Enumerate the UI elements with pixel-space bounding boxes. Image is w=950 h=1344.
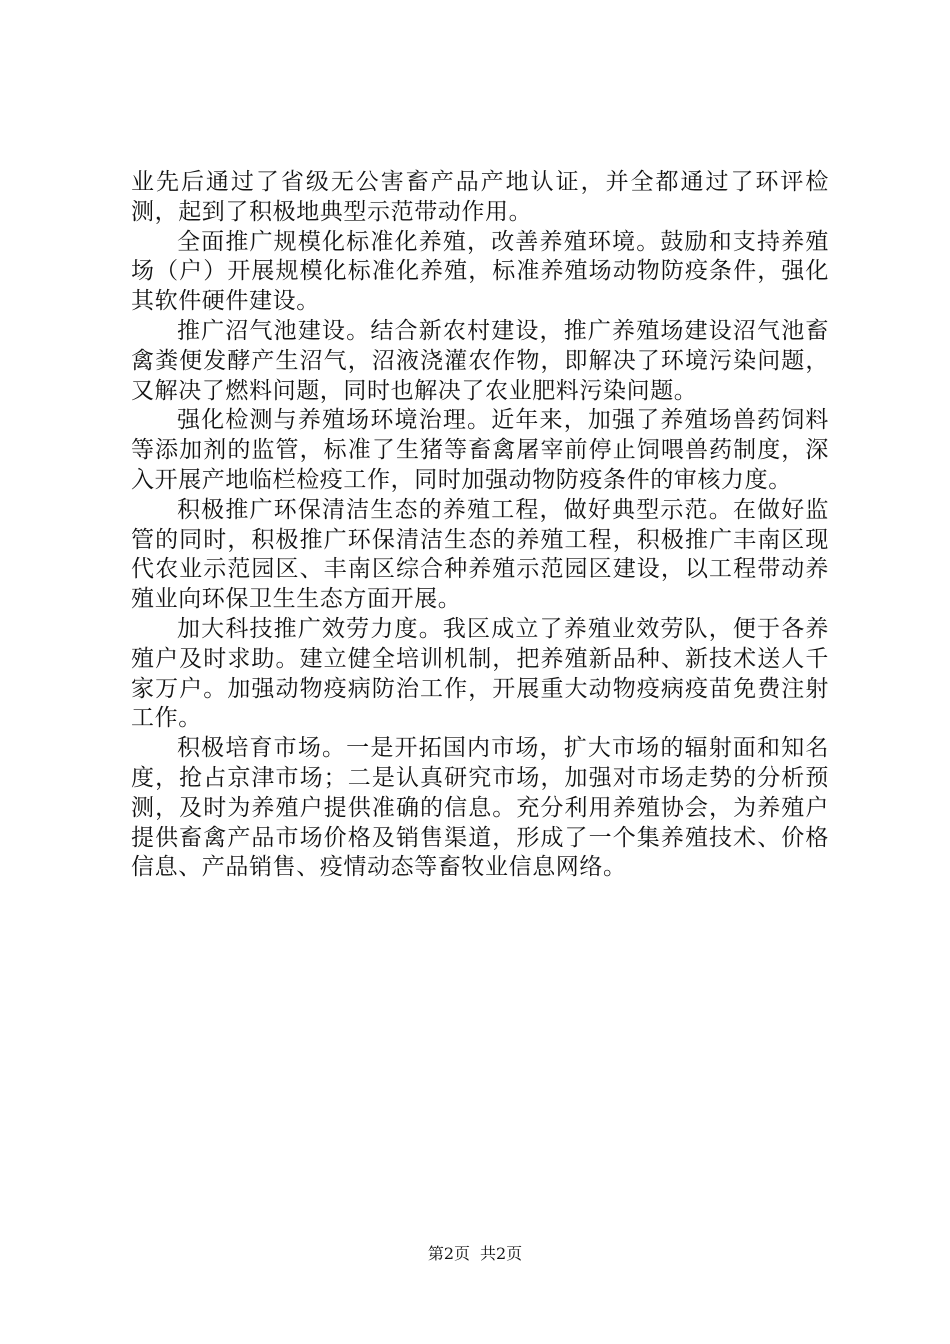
paragraph-continuation: 业先后通过了省级无公害畜产品产地认证，并全都通过了环评检测，起到了积极地典型示范带动作用。 — [131, 169, 829, 225]
paragraph-inspection: 强化检测与养殖场环境治理。近年来，加强了养殖场兽药饲料等添加剂的监管，标准了生猪等畜禽屠宰前停止饲喂兽药制度，深入开展产地临栏检疫工作，同时加强动物防疫条件的审核力度。 — [131, 407, 829, 493]
document-body — [131, 168, 829, 883]
page-footer — [0, 1244, 950, 1264]
paragraph-tech-service: 加大科技推广效劳力度。我区成立了养殖业效劳队，便于各养殖户及时求助。建立健全培训机制，把养殖新品种、新技术送人千家万户。加强动物疫病防治工作，开展重大动物疫病疫苗免费注射工作。 — [131, 615, 829, 732]
page-total: 共2页 — [480, 1244, 523, 1263]
page-number: 第2页 — [427, 1244, 470, 1263]
paragraph-biogas: 推广沼气池建设。结合新农村建设，推广养殖场建设沼气池畜禽粪便发酵产生沼气，沼液浇灌农作物，即解决了环境污染问题，又解决了燃料问题，同时也解决了农业肥料污染问题。 — [131, 317, 829, 404]
paragraph-market: 积极培育市场。一是开拓国内市场，扩大市场的辐射面和知名度，抢占京津市场；二是认真研究市场，加强对市场走势的分析预测，及时为养殖户提供准确的信息。充分利用养殖协会，为养殖户提供畜禽产品市场价格及销售渠道，形成了一个集养殖技术、价格信息、产品销售、疫情动态等畜牧业信息网络。 — [131, 735, 829, 881]
paragraph-eco-breeding: 积极推广环保清洁生态的养殖工程，做好典型示范。在做好监管的同时，积极推广环保清洁生态的养殖工程，积极推广丰南区现代农业示范园区、丰南区综合种养殖示范园区建设，以工程带动养殖业向环保卫生生态方面开展。 — [131, 496, 829, 613]
paragraph-standardized-breeding: 全面推广规模化标准化养殖，改善养殖环境。鼓励和支持养殖场（户）开展规模化标准化养殖，标准养殖场动物防疫条件，强化其软件硬件建设。 — [131, 228, 829, 315]
